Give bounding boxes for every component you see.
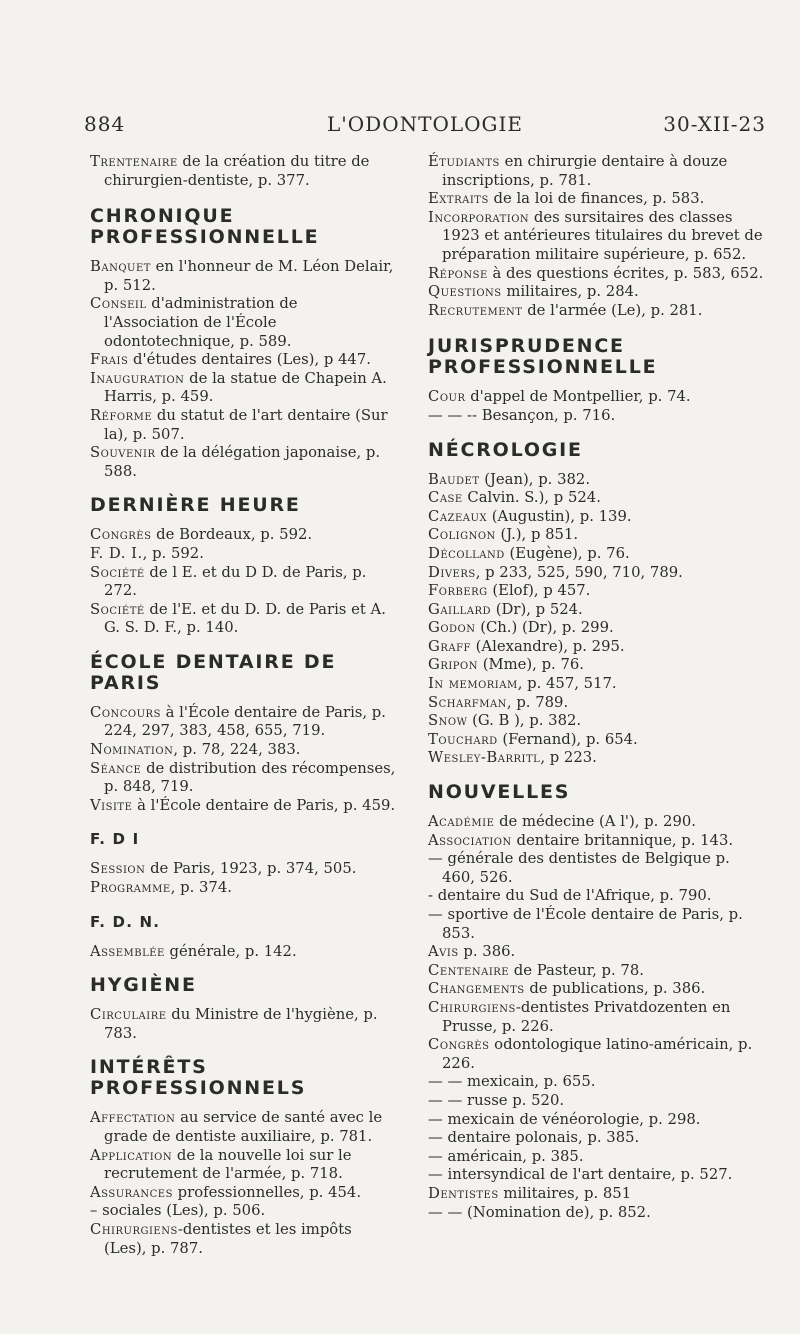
index-entry	[90, 1184, 396, 1203]
index-entry	[428, 601, 766, 620]
entry-text: de distribution des récompenses, p. 848, 719.	[104, 759, 396, 796]
index-entry	[90, 741, 396, 760]
index-entry	[428, 1148, 766, 1167]
entry-text: de la nouvelle loi sur le recrutement de l'armée, p. 718.	[104, 1146, 352, 1183]
entry-head: Banquet	[90, 258, 151, 276]
entry-text: (Elof), p 457.	[487, 582, 591, 600]
journal-title: L'ODONTOLOGIE	[327, 112, 523, 136]
entry-head: Association	[428, 831, 512, 849]
entry-text: de l E. et du D D. de Paris, p. 272.	[104, 563, 367, 600]
entry-head: Extraits	[428, 190, 489, 208]
entry-text: de la délégation japonaise, p. 588.	[104, 444, 381, 480]
index-entry	[428, 1204, 766, 1223]
entry-head: Assurances	[90, 1183, 173, 1201]
entry-head: Séance	[90, 759, 142, 777]
index-entry	[428, 731, 766, 750]
index-entry	[90, 444, 396, 481]
entry-text: à l'École dentaire de Paris, p. 459.	[132, 796, 396, 814]
entry-text: de la création du titre de chirurgien-dentiste, p. 377.	[104, 153, 370, 189]
entry-text: à l'École dentaire de Paris, p. 224, 297, 383, 458, 655, 719.	[104, 703, 386, 740]
index-entry	[428, 832, 766, 851]
index-entry	[428, 980, 766, 999]
entry-text: p. 386.	[458, 943, 516, 961]
index-entry	[428, 943, 766, 962]
entry-text: du statut de l'art dentaire (Sur la), p. 507.	[104, 406, 388, 443]
issue-date: 30-XII-23	[663, 112, 766, 136]
entry-head: Société	[90, 600, 145, 618]
index-entry	[90, 860, 396, 879]
entry-text: de Paris, 1923, p. 374, 505.	[145, 860, 357, 878]
section-entries	[90, 943, 396, 962]
index-entry	[90, 704, 396, 741]
index-entry	[428, 471, 766, 490]
entry-head: Inauguration	[90, 369, 185, 387]
entry-text: (Ch.) (Dr), p. 299.	[475, 619, 614, 637]
index-entry	[428, 508, 766, 527]
entry-text: , p. 789.	[506, 693, 569, 711]
entry-text: (Jean), p. 382.	[479, 470, 591, 488]
entry-head: Académie	[428, 813, 495, 831]
entry-text: odontologique latino-américain, p. 226.	[442, 1036, 753, 1072]
entry-text: -dentistes et les impôts (Les), p. 787.	[104, 1220, 352, 1257]
index-entry	[90, 1221, 396, 1258]
entry-text: de la statue de Chapein A. Harris, p. 459.	[104, 369, 387, 406]
entry-text: au service de santé avec le grade de dentiste auxiliaire, p. 781.	[104, 1109, 383, 1145]
entry-text: — — (Nomination de), p. 852.	[428, 1203, 651, 1221]
entry-head: Touchard	[428, 730, 498, 748]
index-entry	[428, 582, 766, 601]
entry-head: Visite	[90, 796, 133, 814]
entry-head: F. D. I.	[90, 544, 143, 562]
entry-head: Wesley-Barritl	[428, 749, 541, 767]
index-entry	[90, 1147, 396, 1184]
index-entry	[428, 1129, 766, 1148]
entry-head: Graff	[428, 637, 471, 655]
entry-head: Affectation	[90, 1109, 176, 1127]
entry-text: (Augustin), p. 139.	[487, 507, 632, 525]
entry-text: (J.), p 851.	[495, 526, 579, 544]
entry-text: — — -- Besançon, p. 716.	[428, 406, 616, 424]
section-entries	[90, 526, 396, 638]
entry-head: Avis	[428, 943, 459, 961]
entry-head: Baudet	[428, 470, 480, 488]
entry-head: Scharfman	[428, 693, 507, 711]
entry-head: Chirurgiens	[428, 998, 516, 1016]
entry-text: — — russe p. 520.	[428, 1091, 565, 1109]
entry-text: (Fernand), p. 654.	[497, 730, 638, 748]
entry-text: d'études dentaires (Les), p 447.	[128, 351, 371, 369]
index-entry	[428, 209, 766, 265]
entry-head: Programme	[90, 879, 171, 897]
entry-text: générale, p. 142.	[164, 942, 297, 960]
entry-text: , p. 374.	[170, 879, 232, 897]
entry-text: militaires, p. 851	[498, 1184, 632, 1202]
entry-head: Étudiants	[428, 153, 500, 170]
section-entries	[428, 388, 766, 425]
entry-head: Frais	[90, 351, 129, 369]
entry-head: Application	[90, 1146, 173, 1164]
index-entry	[428, 1073, 766, 1092]
index-entry	[90, 545, 396, 564]
index-entry	[90, 258, 396, 295]
index-entry	[428, 190, 766, 209]
entry-text: à des questions écrites, p. 583, 652.	[487, 264, 764, 282]
index-entry	[428, 1036, 766, 1073]
entry-head: Cour	[428, 388, 466, 406]
index-entry	[90, 370, 396, 407]
index-entry	[90, 1202, 396, 1221]
index-entry	[428, 850, 766, 887]
index-entry	[428, 388, 766, 407]
page-number: 884	[84, 112, 126, 136]
index-entry	[428, 749, 766, 768]
entry-text: de l'armée (Le), p. 281.	[522, 301, 703, 319]
entry-text: professionnelles, p. 454.	[172, 1183, 362, 1201]
section-title: F. D. N.	[90, 912, 161, 931]
index-entry	[428, 564, 766, 583]
entry-text: (Dr), p 524.	[491, 600, 583, 618]
section-title: DERNIÈRE HEURE	[90, 494, 301, 517]
entry-text: , p 223.	[540, 749, 597, 767]
index-entry	[428, 712, 766, 731]
entry-text: d'administration de l'Association de l'École odontotechnique, p. 589.	[104, 295, 298, 350]
index-entry	[428, 302, 766, 321]
entry-head: Session	[90, 860, 146, 878]
index-entry	[90, 526, 396, 545]
section-entries	[428, 153, 766, 320]
index-entry	[90, 351, 396, 370]
entry-head: Gripon	[428, 656, 478, 674]
index-entry	[90, 1006, 396, 1043]
entry-text: d'appel de Montpellier, p. 74.	[465, 388, 691, 406]
index-entry	[428, 999, 766, 1036]
entry-head: Gaillard	[428, 600, 492, 618]
index-entry	[428, 906, 766, 943]
entry-text: en l'honneur de M. Léon Delair, p. 512.	[104, 258, 394, 294]
entry-text: — américain, p. 385.	[428, 1147, 584, 1165]
index-entry	[90, 1109, 396, 1146]
index-entry	[428, 619, 766, 638]
index-entry	[428, 407, 766, 426]
left-column	[90, 153, 396, 1258]
entry-text: — mexicain de vénéorologie, p. 298.	[428, 1110, 701, 1128]
index-entry	[428, 1166, 766, 1185]
entry-head: Case	[428, 489, 463, 507]
index-entry	[428, 638, 766, 657]
entry-text: de Pasteur, p. 78.	[509, 961, 644, 979]
entry-text: (Mme), p. 76.	[477, 656, 584, 674]
entry-head: Société	[90, 563, 145, 581]
section-entries	[90, 1006, 396, 1043]
entry-head: Réponse	[428, 264, 488, 282]
section-entries	[90, 704, 396, 816]
entry-head: Chirurgiens	[90, 1220, 178, 1238]
entry-head: Nomination	[90, 741, 174, 759]
entry-text: (Eugène), p. 76.	[504, 544, 630, 562]
entry-head: Divers	[428, 563, 476, 581]
entry-text: de publications, p. 386.	[524, 980, 706, 998]
entry-text: — — mexicain, p. 655.	[428, 1073, 596, 1091]
section-entries	[90, 860, 396, 897]
entry-head: Cazeaux	[428, 507, 488, 525]
section-title: JURISPRUDENCE PROFESSIONNELLE	[428, 335, 658, 379]
entry-head: Godon	[428, 619, 476, 637]
entry-text: en chirurgie dentaire à douze inscriptions, p. 781.	[442, 153, 728, 189]
entry-head: In memoriam	[428, 675, 518, 693]
index-entry	[428, 694, 766, 713]
entry-head: Snow	[428, 712, 468, 730]
section-entries	[90, 1109, 396, 1258]
entry-head: Recrutement	[428, 301, 523, 319]
entry-text: , p. 457, 517.	[517, 675, 617, 693]
entry-head: Changements	[428, 980, 525, 998]
section-entries	[428, 813, 766, 1222]
entry-text: de l'E. et du D. D. de Paris et A. G. S. D. F., p. 140.	[104, 600, 386, 637]
running-header	[84, 112, 766, 144]
entry-text: dentaire britannique, p. 143.	[511, 831, 734, 849]
index-entry	[428, 545, 766, 564]
entry-head: Réforme	[90, 406, 153, 424]
entry-text: – sociales (Les), p. 506.	[90, 1202, 266, 1220]
entry-head: Souvenir	[90, 444, 156, 462]
index-entry	[428, 489, 766, 508]
entry-text: de Bordeaux, p. 592.	[151, 526, 313, 544]
index-entry	[90, 943, 396, 962]
index-entry	[90, 797, 396, 816]
index-entry	[428, 1111, 766, 1130]
index-entry	[90, 407, 396, 444]
entry-text: (G. B ), p. 382.	[467, 712, 582, 730]
section-title: INTÉRÊTS PROFESSIONNELS	[90, 1056, 307, 1100]
index-entry	[428, 265, 766, 284]
index-entry	[428, 1092, 766, 1111]
entry-head: Conseil	[90, 295, 147, 313]
index-entry	[90, 153, 396, 190]
index-entry	[428, 283, 766, 302]
entry-text: de médecine (A l'), p. 290.	[494, 813, 697, 831]
entry-head: Forberg	[428, 582, 488, 600]
entry-text: Calvin. S.), p 524.	[462, 489, 601, 507]
right-column	[428, 153, 766, 1222]
entry-text: des sursitaires des classes 1923 et antérieures titulaires du brevet de préparation militaire supérieure, p. 652.	[442, 208, 763, 263]
index-entry	[428, 887, 766, 906]
section-entries	[90, 258, 396, 481]
entry-head: Décolland	[428, 544, 505, 562]
section-entries	[428, 471, 766, 769]
entry-head: Incorporation	[428, 208, 530, 226]
entry-text: — dentaire polonais, p. 385.	[428, 1129, 640, 1147]
index-entry	[90, 295, 396, 351]
entry-head: Congrès	[90, 526, 152, 544]
section-title: HYGIÈNE	[90, 974, 197, 997]
entry-text: militaires, p. 284.	[501, 283, 639, 301]
entry-text: , p. 592.	[142, 544, 204, 562]
entry-text: , p. 78, 224, 383.	[173, 741, 301, 759]
entry-text: du Ministre de l'hygiène, p. 783.	[104, 1006, 378, 1042]
entry-head: Assemblée	[90, 942, 165, 960]
index-entry	[428, 153, 766, 190]
index-entry	[428, 526, 766, 545]
entry-head: Questions	[428, 283, 502, 301]
index-entry	[90, 879, 396, 898]
entry-head: Concours	[90, 703, 161, 721]
index-entry	[428, 675, 766, 694]
index-entry	[90, 601, 396, 638]
entry-text: (Alexandre), p. 295.	[470, 637, 625, 655]
entry-head: Congrès	[428, 1036, 490, 1054]
entry-head: Colignon	[428, 526, 496, 544]
index-entry	[428, 813, 766, 832]
section-title: ÉCOLE DENTAIRE DE PARIS	[90, 650, 337, 694]
entry-text: -dentistes Privatdozenten en Prusse, p. 226.	[442, 998, 731, 1035]
section-title: F. D I	[90, 830, 140, 849]
entry-text: — intersyndical de l'art dentaire, p. 527.	[428, 1166, 733, 1184]
section-title: NOUVELLES	[428, 781, 571, 804]
entry-head: Trentenaire	[90, 153, 178, 170]
index-entry	[90, 564, 396, 601]
index-entry	[90, 760, 396, 797]
entry-text: de la loi de finances, p. 583.	[488, 190, 705, 208]
entry-text: - dentaire du Sud de l'Afrique, p. 790.	[428, 887, 712, 905]
entry-text: — générale des dentistes de Belgique p. 460, 526.	[428, 850, 730, 886]
section-title: CHRONIQUE PROFESSIONNELLE	[90, 205, 320, 249]
entry-text: , p 233, 525, 590, 710, 789.	[475, 563, 683, 581]
entry-head: Circulaire	[90, 1006, 167, 1024]
section-title: NÉCROLOGIE	[428, 438, 583, 461]
index-entry	[428, 1185, 766, 1204]
entry-text: — sportive de l'École dentaire de Paris, p. 853.	[428, 906, 743, 942]
entry-head: Centenaire	[428, 961, 510, 979]
entry-head: Dentistes	[428, 1184, 499, 1202]
index-entry	[428, 962, 766, 981]
index-entry	[428, 656, 766, 675]
